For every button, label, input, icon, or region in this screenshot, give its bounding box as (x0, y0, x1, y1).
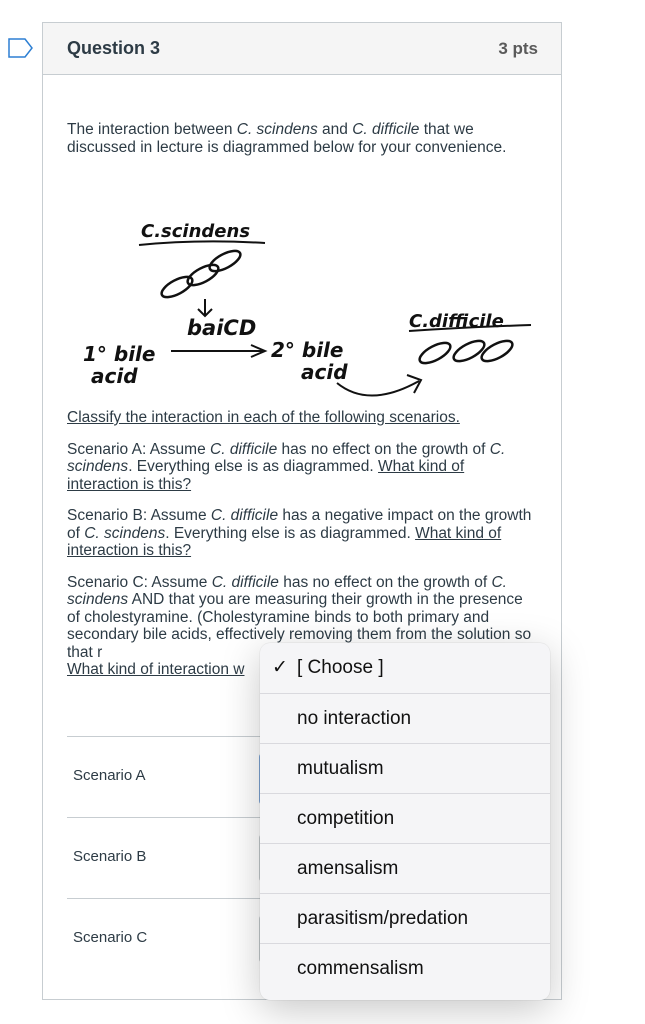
dropdown-option-parasitism-predation[interactable]: parasitism/predation (260, 894, 550, 944)
scenario-a-text: Scenario A: Assume C. difficile has no effect on the growth of C. scindens. Everything else is as diagrammed. What kind of interaction is this? (67, 440, 506, 493)
scenario-b-text: Scenario B: Assume C. difficile has a negative impact on the growth of C. scindens. Everything else is as diagrammed. What kind of interaction is this? (67, 507, 532, 559)
answer-label-a: Scenario A (73, 767, 146, 784)
flag-question-icon[interactable] (8, 38, 34, 58)
dropdown-option-amensalism[interactable]: amensalism (260, 844, 550, 894)
bile-acid-diagram (79, 203, 539, 403)
intro-text: The interaction between C. scindens and C. difficile that we discussed in lecture is diagrammed below for your convenience. (67, 121, 507, 156)
dropdown-option-competition[interactable]: competition (260, 794, 550, 844)
scenarios-text (67, 409, 537, 679)
instructions-text: Classify the interaction in each of the following scenarios. (67, 409, 460, 426)
question-header (43, 23, 561, 75)
diagram-label-gene: baiCD (187, 316, 257, 340)
diagram-label-secondary-1: 2° bile (271, 338, 344, 362)
answer-label-b: Scenario B (73, 848, 147, 865)
question-points: 3 pts (498, 38, 538, 58)
answer-label-c: Scenario C (73, 929, 148, 946)
diagram-label-primary-2: acid (91, 364, 138, 388)
diagram-label-difficile: C.difficile (409, 311, 504, 332)
dropdown-option-commensalism[interactable]: commensalism (297, 958, 424, 979)
diagram-label-secondary-2: acid (301, 360, 348, 384)
question-title: Question 3 (67, 38, 161, 58)
dropdown-option-mutualism[interactable]: mutualism (260, 744, 550, 794)
answer-dropdown-menu (260, 643, 550, 1000)
diagram-label-primary-1: 1° bile (83, 342, 156, 366)
dropdown-option-choose[interactable]: ✓ [ Choose ] (260, 643, 550, 694)
dropdown-option-no-interaction[interactable]: no interaction (260, 694, 550, 744)
scenario-c-text: Scenario C: Assume C. difficile has no effect on the growth of C. scindens AND that you are measuring their growth in the presence of cholestyramine. (Cholestyramine binds to both primary and secondary bile acids, effectively removing them from the solution so that r What kind of interaction w (67, 573, 532, 678)
diagram-label-scindens: C.scindens (141, 221, 251, 242)
question-body (67, 121, 537, 156)
checkmark-icon: ✓ (272, 657, 288, 678)
